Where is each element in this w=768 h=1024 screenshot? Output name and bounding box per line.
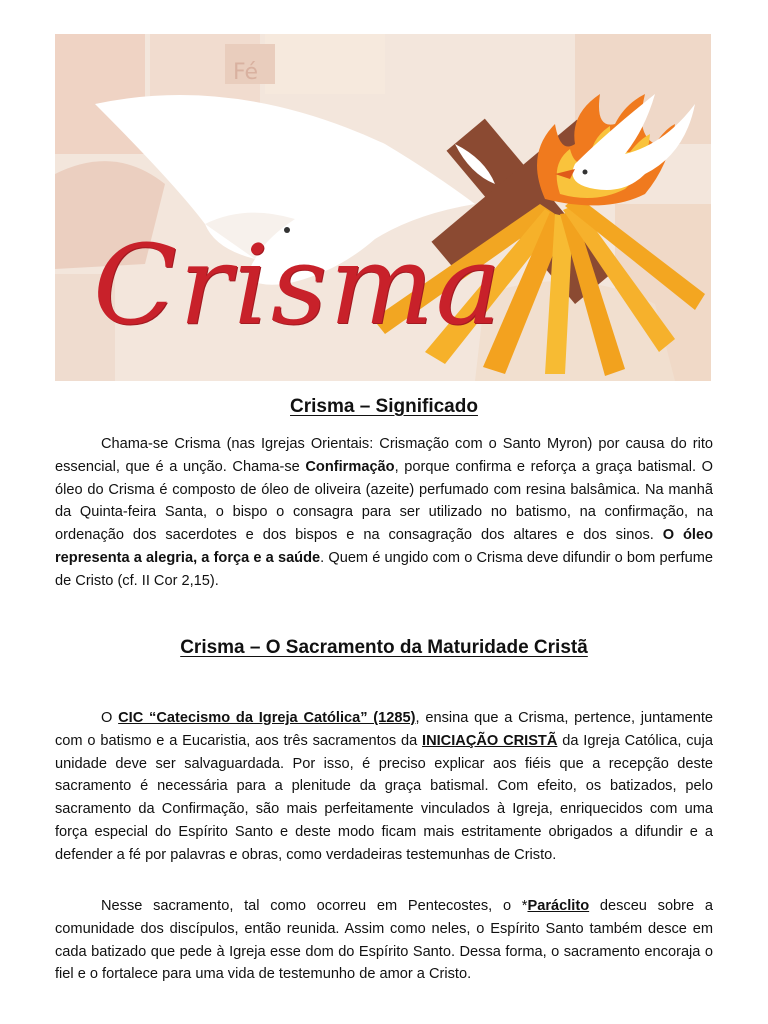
text-run: Chama-se Crisma (nas Igrejas Orientais: Crismação com o Santo Myron) por causa do rito essencial, que é a unção. Chama-se (55, 436, 713, 475)
paragraph-pentecostes (55, 895, 713, 986)
text-run: . Quem é ungido com o Crisma deve difundir o bom perfume de Cristo (cf. II Cor 2,15). (55, 549, 713, 589)
paragraph-significado (55, 433, 713, 593)
bold-oleo-representa: O óleo representa a alegria, a força e a saúde (55, 527, 714, 566)
svg-text:Fé: Fé (233, 60, 258, 85)
text-run: desceu sobre a comunidade dos discípulos, então reunida. Assim como neles, o Espírito Santo também desce em cada batizado que pede à Igreja esse dom do Espírito Santo. Dessa forma, o sacramento encoraja o fiel e o fortalece para uma vida de testemunho de amor a Cristo. (55, 898, 713, 983)
paragraph-cic (55, 707, 713, 867)
section-title-significado: Crisma – Significado (290, 396, 478, 417)
text-run: , ensina que a Crisma, pertence, juntamente com o batismo e a Eucaristia, aos três sacramentos da (55, 710, 714, 749)
text-run: da Igreja Católica, cuja unidade deve ser salvaguardada. Por isso, é preciso explicar aos fiéis que a recepção deste sacramento é necessária para a plenitude da graça batismal. Com efeito, os batizados, pelo sacramento da Confirmação, são mais perfeitamente vinculados à Igreja, enriquecidos com uma força especial do Espírito Santo e deste modo ficam mais estritamente obrigados a difundir e a defender a fé por palavras e obras, como verdadeiras testemunhas de Cristo. (55, 732, 713, 863)
text-run: O (101, 710, 119, 726)
text-run: , porque confirma e reforça a graça batismal. O óleo do Crisma é composto de óleo de oliveira (azeite) perfumado com resina balsâmica. Na manhã da Quinta-feira Santa, o bispo o consagra para ser utilizado no batismo, na confirmação, na ordenação dos sacerdotes e dos bispos e na consagração dos altares e dos sinos. (55, 458, 713, 544)
cic-reference: CIC “Catecismo da Igreja Católica” (1285) (118, 710, 416, 726)
text-run: Nesse sacramento, tal como ocorreu em Pentecostes, o * (101, 898, 528, 914)
paraclito-term: Paráclito (527, 898, 590, 914)
banner-crisma-lettering: Crisma (93, 221, 504, 349)
iniciacao-crista-term: INICIAÇÃO CRISTÃ (422, 732, 558, 749)
bold-confirmacao: Confirmação (305, 458, 395, 475)
crisma-banner-illustration (55, 34, 711, 381)
section-title-maturidade: Crisma – O Sacramento da Maturidade Cristã (180, 637, 588, 658)
